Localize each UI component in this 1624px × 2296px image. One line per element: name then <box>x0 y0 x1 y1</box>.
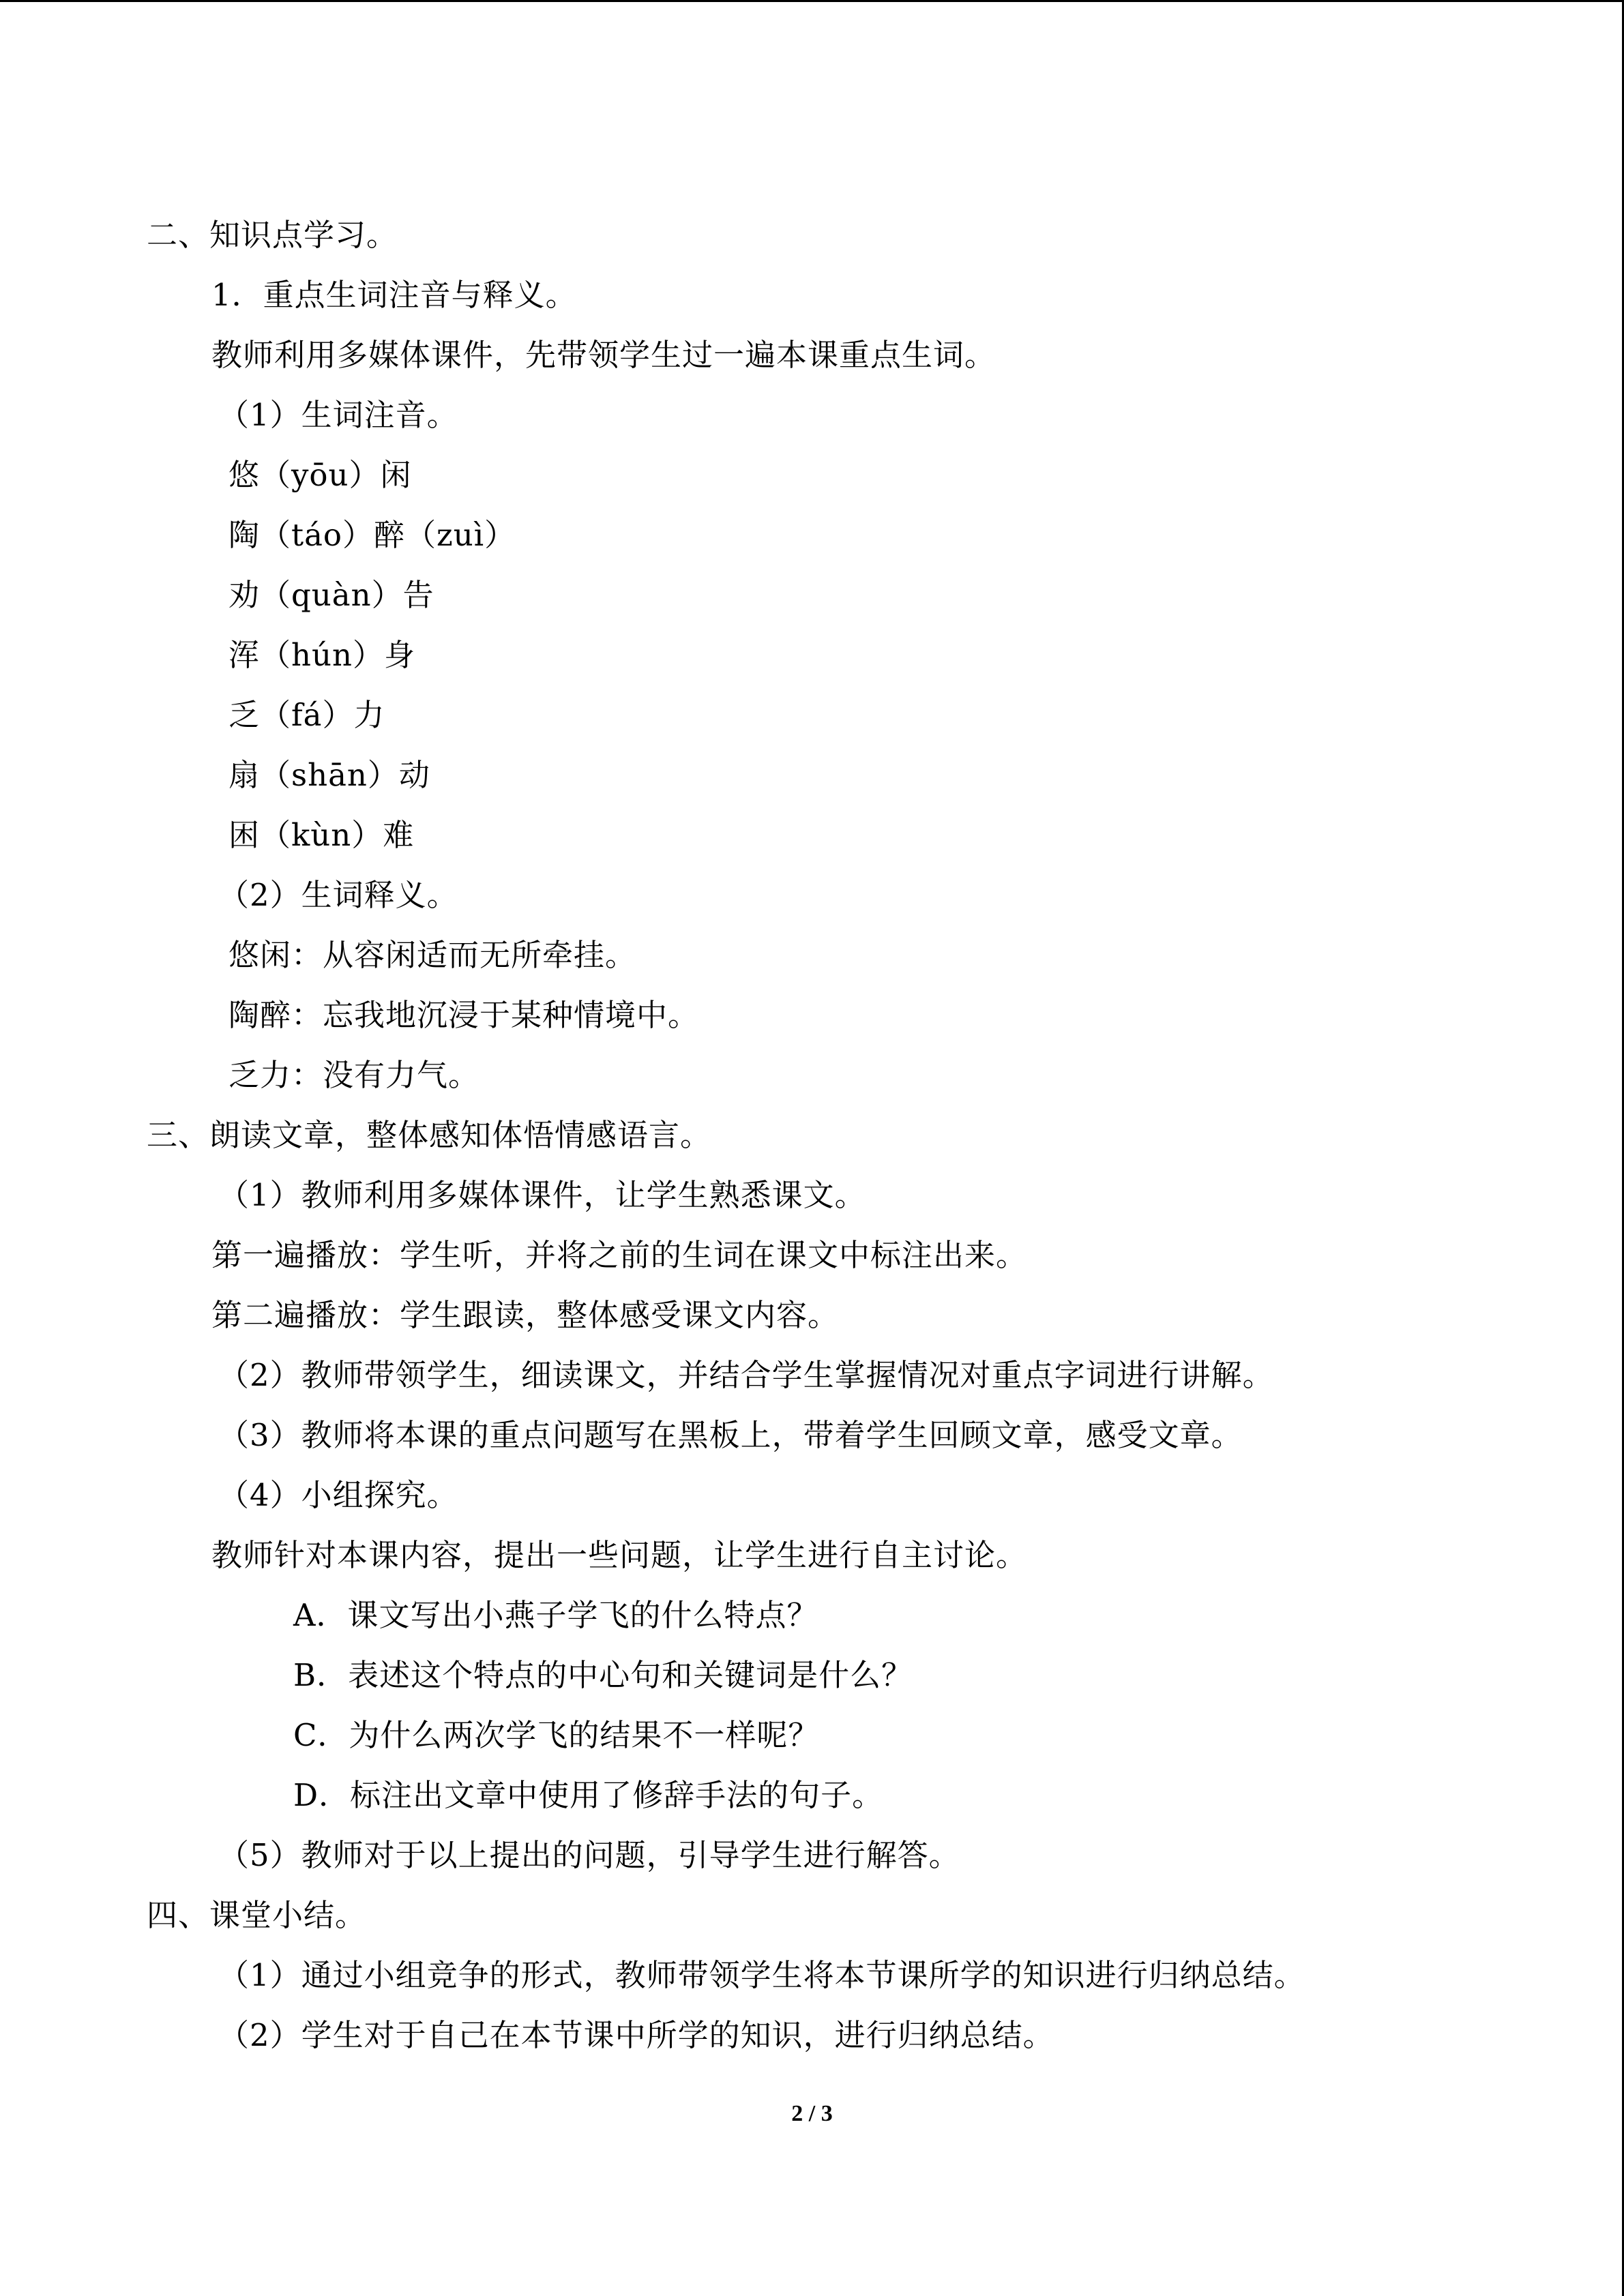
vocab-item: 困（kùn）难 <box>228 817 415 853</box>
paragraph: 教师针对本课内容，提出一些问题，让学生进行自主讨论。 <box>211 1537 1028 1573</box>
list-item: （3）教师将本课的重点问题写在黑板上，带着学生回顾文章，感受文章。 <box>218 1417 1243 1453</box>
vocab-item: 乏（fá）力 <box>228 697 385 733</box>
page-number: 2 / 3 <box>791 2101 833 2126</box>
list-item: （4）小组探究。 <box>218 1477 458 1513</box>
question-item: B．表述这个特点的中心句和关键词是什么？ <box>293 1657 913 1693</box>
section-heading-4: 四、课堂小结。 <box>147 1897 367 1933</box>
paragraph: 第二遍播放：学生跟读，整体感受课文内容。 <box>211 1297 840 1333</box>
vocab-item: 劝（quàn）告 <box>228 577 434 613</box>
definition-item: 悠闲：从容闲适而无所牵挂。 <box>228 937 637 973</box>
vocab-item: 扇（shān）动 <box>228 757 430 793</box>
list-item: （2）生词释义。 <box>218 877 458 913</box>
vocab-item: 陶（táo）醉（zuì） <box>228 517 516 553</box>
section-heading-2: 二、知识点学习。 <box>147 217 398 253</box>
list-item: （2）学生对于自己在本节课中所学的知识，进行归纳总结。 <box>218 2017 1054 2053</box>
page-border-top <box>0 0 1624 2</box>
list-item: （1）生词注音。 <box>218 397 458 433</box>
paragraph: 教师利用多媒体课件，先带领学生过一遍本课重点生词。 <box>211 337 996 373</box>
question-item: D．标注出文章中使用了修辞手法的句子。 <box>293 1777 884 1813</box>
list-item: （2）教师带领学生，细读课文，并结合学生掌握情况对重点字词进行讲解。 <box>218 1357 1274 1393</box>
subsection-heading: 1．重点生词注音与释义。 <box>211 277 577 313</box>
question-item: C．为什么两次学飞的结果不一样呢？ <box>293 1717 820 1753</box>
section-heading-3: 三、朗读文章，整体感知体悟情感语言。 <box>147 1117 712 1153</box>
definition-item: 乏力：没有力气。 <box>228 1057 480 1093</box>
list-item: （5）教师对于以上提出的问题，引导学生进行解答。 <box>218 1837 960 1873</box>
definition-item: 陶醉：忘我地沉浸于某种情境中。 <box>228 997 700 1033</box>
paragraph: 第一遍播放：学生听，并将之前的生词在课文中标注出来。 <box>211 1237 1028 1273</box>
vocab-item: 浑（hún）身 <box>228 637 415 673</box>
vocab-item: 悠（yōu）闲 <box>228 457 412 493</box>
question-item: A．课文写出小燕子学飞的什么特点？ <box>293 1597 818 1633</box>
list-item: （1）通过小组竞争的形式，教师带领学生将本节课所学的知识进行归纳总结。 <box>218 1957 1305 1993</box>
list-item: （1）教师利用多媒体课件，让学生熟悉课文。 <box>218 1177 866 1213</box>
